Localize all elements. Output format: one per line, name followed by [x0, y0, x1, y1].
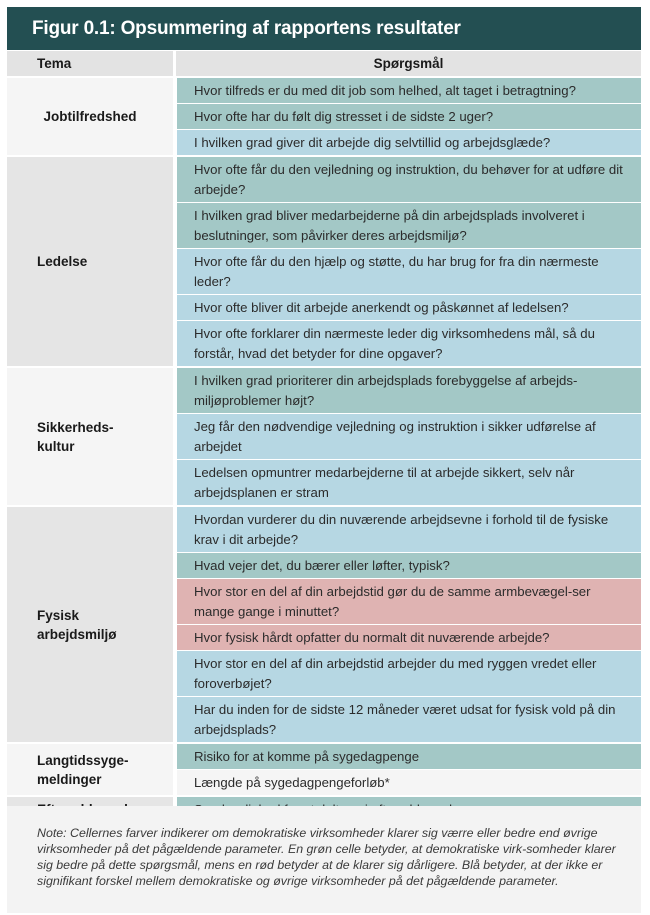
header-tema: Tema [7, 51, 173, 76]
question-cell: Hvordan vurderer du din nuværende arbejdsevne i forhold til de fysiske krav i dit arbejde? [177, 507, 641, 552]
question-cell: Hvor stor en del af din arbejdstid arbejder du med ryggen vredet eller foroverbøjet? [177, 651, 641, 696]
question-cell: I hvilken grad bliver medarbejderne på din arbejdsplads involveret i beslutninger, som påvirker deres arbejdsmiljø? [177, 203, 641, 248]
group-fysisk-arbejdsmiljo [7, 507, 641, 742]
question-cell: Hvor tilfreds er du med dit job som helhed, alt taget i betragtning? [177, 78, 641, 103]
question-cell: Hvor ofte får du den hjælp og støtte, du har brug for fra din nærmeste leder? [177, 249, 641, 294]
question-cell: I hvilken grad giver dit arbejde dig selvtillid og arbejdsglæde? [177, 130, 641, 155]
question-cell: Jeg får den nødvendige vejledning og instruktion i sikker udførelse af arbejdet [177, 414, 641, 459]
question-cell: Hvor ofte får du den vejledning og instruktion, du behøver for at udføre dit arbejde? [177, 157, 641, 202]
group-jobtilfredshed [7, 78, 641, 155]
question-cell: I hvilken grad prioriterer din arbejdsplads forebyggelse af arbejds-miljøproblemer højt? [177, 368, 641, 413]
question-cell: Risiko for at komme på sygedagpenge [177, 744, 641, 769]
table-header [7, 51, 641, 76]
tema-label [7, 507, 173, 742]
tema-label [7, 744, 173, 795]
tema-label-text: Fysisk arbejdsmiljø [37, 607, 117, 642]
question-cell: Har du inden for de sidste 12 måneder været udsat for fysisk vold på din arbejdsplads? [177, 697, 641, 742]
header-questions: Spørgsmål [176, 51, 641, 76]
figure-note: Note: Cellernes farver indikerer om demokratiske virksomheder klarer sig værre eller bedre end øvrige virksomheder på det pågældende parameter. En grøn celle betyder, at demokratiske virk-somheder klarer sig bedre på dette spørgsmål, mens en rød betyder at de klarer sig dårligere. Blå betyder, at der ikke er signifikant forskel mellem demokratiske og øvrige virksomheder på det pågældende parameter. [7, 806, 641, 913]
tema-label-text: Sikkerheds-kultur [37, 419, 114, 454]
question-cell: Hvor ofte bliver dit arbejde anerkendt og påskønnet af ledelsen? [177, 295, 641, 320]
question-cell: Ledelsen opmuntrer medarbejderne til at arbejde sikkert, selv når arbejdsplanen er stram [177, 460, 641, 505]
tema-label [7, 368, 173, 505]
group-langtidssygemeldinger [7, 744, 641, 795]
group-ledelse [7, 157, 641, 366]
question-cell: Hvor fysisk hårdt opfatter du normalt dit nuværende arbejde? [177, 625, 641, 650]
group-sikkerhedskultur [7, 368, 641, 505]
figure-title: Figur 0.1: Opsummering af rapportens resultater [7, 7, 641, 50]
question-cell: Længde på sygedagpengeforløb* [177, 770, 641, 795]
question-cell: Hvor stor en del af din arbejdstid gør du de samme armbevægel-ser mange gange i minuttet? [177, 579, 641, 624]
figure-table [7, 7, 641, 822]
question-cell: Hvad vejer det, du bærer eller løfter, typisk? [177, 553, 641, 578]
question-cell: Hvor ofte har du følt dig stresset i de sidste 2 uger? [177, 104, 641, 129]
tema-label: Ledelse [7, 157, 173, 366]
tema-label: Jobtilfredshed [7, 78, 173, 155]
question-cell: Hvor ofte forklarer din nærmeste leder dig virksomhedens mål, så du forstår, hvad det betyder for dine opgaver? [177, 321, 641, 366]
tema-label-text: Langtidssyge-meldinger [37, 752, 129, 787]
